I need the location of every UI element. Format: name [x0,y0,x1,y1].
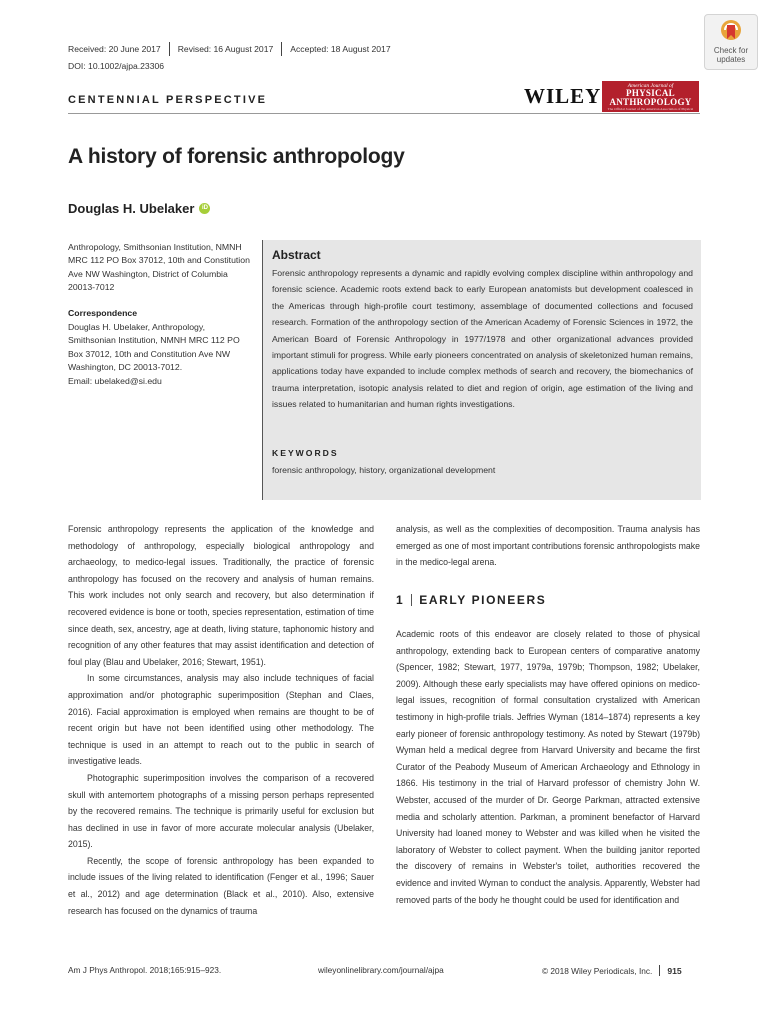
header-rule [68,113,700,114]
check-for-updates-button[interactable] [704,14,758,70]
article-title: A history of forensic anthropology [68,145,405,168]
section-number: 1 [396,593,405,607]
body-column-right-top [396,521,700,571]
section-heading [396,593,546,607]
correspondence-text: Douglas H. Ubelaker, Anthropology, Smithsonian Institution, NMNH MRC 112 PO Box 37012, 10th and Constitution Ave NW Washington, DC 20013-7012. [68,322,240,373]
body-column-left [68,521,374,919]
doi-link[interactable]: DOI: 10.1002/ajpa.23306 [68,61,165,71]
correspondence-heading: Correspondence [68,308,138,318]
received-date: Received: 20 June 2017 [68,44,161,54]
accepted-date: Accepted: 18 August 2017 [290,44,391,54]
keywords-heading: KEYWORDS [272,448,339,458]
author-name[interactable]: Douglas H. Ubelaker [68,201,195,216]
divider [411,594,412,606]
publisher-logo[interactable]: WILEY [524,84,602,108]
body-column-right-bottom [396,626,700,908]
paragraph: Forensic anthropology represents the application of the knowledge and methodology of anthropology, especially biological anthropology and archaeology, to medico-legal issues. Traditionally, the practice of forensic anthropology has focused on the recovery and analysis of human remains. This work includes not only search and recovery, but also determination if recovered evidence is bone or tooth, species representation, estimation of time since death, sex, ancestry, age at death, living stature, taphonomic history and recognition of any other features that may assist identification and detection of foul play (Blau and Ubelaker, 2016; Stewart, 1951). [68,524,374,667]
author-line [68,201,210,216]
abstract-heading: Abstract [272,248,321,262]
journal-logo-line3: ANTHROPOLOGY [609,97,692,107]
correspondence-email[interactable]: Email: ubelaked@si.edu [68,375,162,386]
revised-date: Revised: 16 August 2017 [177,44,274,54]
affiliation: Anthropology, Smithsonian Institution, NMNH MRC 112 PO Box 37012, 10th and Constitution Ave NW Washington, District of Columbia 20013-7012 [68,242,250,293]
section-label: CENTENNIAL PERSPECTIVE [68,94,268,106]
paragraph: Recently, the scope of forensic anthropology has been expanded to include issues of the living related to identification (Fenger et al., 1996; Sauer et al., 2012) and age determination (Black et al., 2010). Also, extensive research has focused on the dynamics of trauma [68,855,374,916]
footer-copyright: © 2018 Wiley Periodicals, Inc. [542,965,653,976]
badge-line2: updates [716,54,746,64]
correspondence-block [68,321,253,388]
bookmark-icon [720,19,742,45]
divider [169,42,170,56]
divider [659,965,660,976]
badge-line1: Check for [713,46,749,55]
section-title: EARLY PIONEERS [419,593,547,607]
abstract-text: Forensic anthropology represents a dynamic and rapidly evolving complex discipline within anthropology and forensic science. Academic roots extend back to early European anatomists but development coalesced in the Americas through high-profile court testimony, assemblage of documented collections and focused research. Formation of the anthropology section of the American Academy of Forensic Sciences in 1972, the American Board of Forensic Anthropology in 1977/1978 and other organizational advances provided important stimuli for progress. While early pioneers concentrated on analysis of skeletonized human remains, applications today have expanded to include complex methods of search and recovery, the biomechanics of trauma interpretation, isotopic analysis related to diet and region of origin, age estimation of the living and issues related to humanitarian and human rights investigations. [272,268,693,410]
footer-citation: Am J Phys Anthropol. 2018;165:915–923. [68,965,222,975]
footer-right [542,965,682,976]
paragraph: Academic roots of this endeavor are closely related to those of physical anthropology, extending back to European centers of comparative anatomy (Spencer, 1982; Stewart, 1977, 1979a, 1979b; Thompson, 1982; Ubelaker, 2009). Although these early specialists may have offered opinions on medico-legal issues, recognition of formal consultation crystalized with American testimony in high-profile trials. Jeffries Wyman (1814–1874) represents a key early pioneer of forensic anthropology testimony. As noted by Stewart (1979b) Wyman held a medical degree from Harvard University and became the first Curator of the Peabody Museum of American Archaeology and Ethnology in 1866. His testimony in the trial of Harvard professor of chemistry John W. Webster, accused of the murder of Dr. George Parkman, attracted extensive media and scholarly attention. Parkman, a prominent benefactor of Harvard University had loaned money to Webster and was killed when he visited the laboratory of Webster to collect payment. When the building janitor reported the discovery of remains in Webster's toilet, authorities recovered the evidence and invited Wyman to conduct the analysis. Apparently, Webster had removed parts of the body he thought could be used for identification and [396,629,700,905]
paragraph: Photographic superimposition involves the comparison of a recovered skull with antemortem photographs of a missing person perhaps represented by the recovered remains. The technique is primarily useful for exclusion but has declined in use in favor of more accurate molecular analysis (Ubelaker, 2015). [68,772,374,850]
journal-logo[interactable] [602,81,699,112]
journal-logo-line1: American Journal of [627,83,674,89]
orcid-icon[interactable]: iD [199,203,210,214]
keywords-text: forensic anthropology, history, organizational development [272,465,496,475]
journal-logo-line2: PHYSICAL [626,88,675,98]
page-number: 915 [667,965,682,976]
divider [281,42,282,56]
footer-url[interactable]: wileyonlinelibrary.com/journal/ajpa [318,965,444,975]
article-dates [68,42,391,56]
journal-logo-line4: The Official Journal of the American Association of Physical [607,107,694,111]
paragraph: analysis, as well as the complexities of decomposition. Trauma analysis has emerged as one of most important contributions forensic anthropologists make in the medico-legal arena. [396,524,700,568]
paragraph: In some circumstances, analysis may also include techniques of facial approximation and/or photographic superimposition (Stephan and Claes, 2016). Facial approximation is employed when remains are thought to be of recent origin but have not been identified using other methodology. The technique is used in an attempt to reach out to the public in search of investigative leads. [68,673,374,767]
